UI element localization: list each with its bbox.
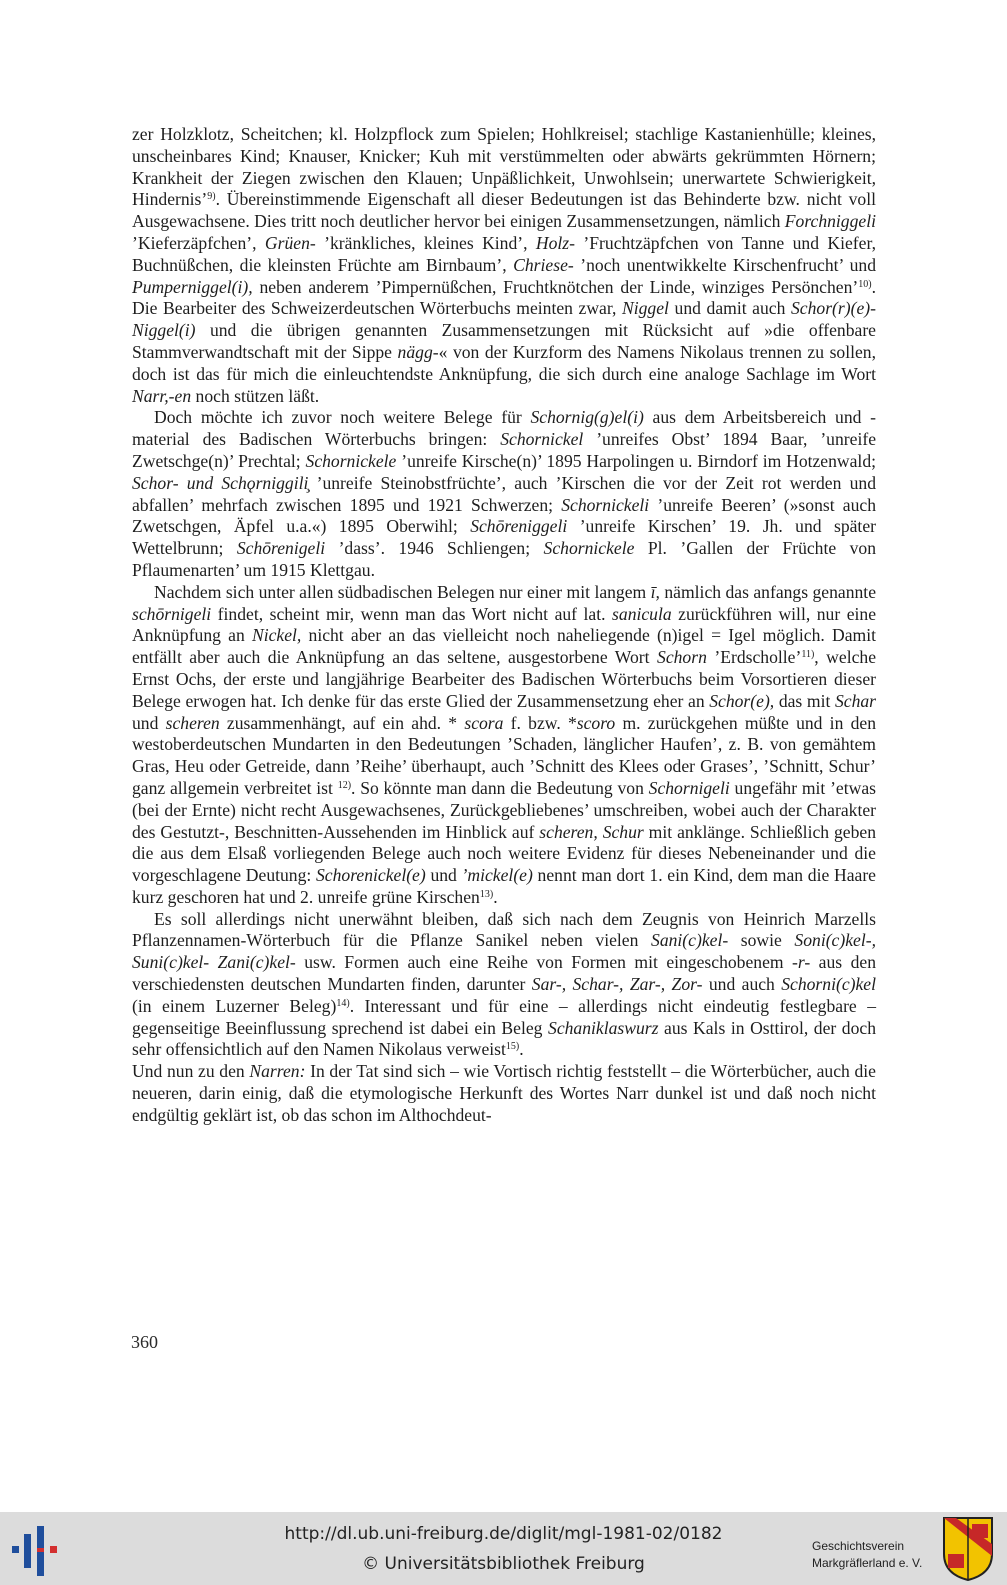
text-run: ’unreife Beeren’ (»sonst auch Zwetschgen, Äpfel u.a.«) 1895 Oberwihl; <box>132 494 877 537</box>
text-run: ’unreife Kirsche(n)’ 1895 Harpolingen u. Birndorf im Hotzenwald; <box>396 450 877 471</box>
text-run: . <box>519 1039 524 1060</box>
footnote-ref: 13) <box>479 888 494 900</box>
text-run: , welche Ernst Ochs, der erste und langjährige Bearbeiter des Badischen Wörterbuchs beim Vorsortieren dieser Belege erwogen hat. Ich denke für das erste Glied der Zusammensetzung eher an <box>132 647 876 711</box>
text-run: ’kränkliches, kleines Kind’, <box>315 232 536 253</box>
page-body <box>132 124 876 1127</box>
italic-term: Schor(e), <box>709 690 775 711</box>
italic-term: Schornickel <box>500 429 584 450</box>
society-name <box>812 1538 940 1572</box>
text-run: noch stützen läßt. <box>191 385 320 406</box>
text-run: « von der Kurzform des Namens Nikolaus trennen zu sollen, doch ist das für mich die einleuchtendste Anknüpfung, die sich durch eine analoge Sachlage im Wort <box>132 341 877 384</box>
italic-term: Pumperniggel(i), <box>132 276 253 297</box>
italic-term: Holz- <box>535 232 576 253</box>
text-run: f. bzw. * <box>503 712 577 733</box>
text-run: Pl. ’Gallen der Früchte von Pflaumenarten’ um 1915 Klettgau. <box>132 538 877 580</box>
italic-term: Nickel, <box>251 625 302 646</box>
text-run: . <box>493 886 498 907</box>
italic-term: ī, <box>650 581 660 602</box>
italic-term: nägg- <box>397 341 439 362</box>
italic-term: Schaniklaswurz <box>548 1017 659 1038</box>
text-run: und damit auch <box>668 298 791 319</box>
text-run: ungefähr mit ’etwas (bei der Ernte) nicht recht Ausgewachsenes, Zurückgebliebenes’ umschreiben, wobei auch der Charakter des Gestutzt-, Beschnitten-Aussehenden im Hinblick auf <box>132 777 876 842</box>
text-run: . Übereinstimmende Eigenschaft all dieser Bedeutungen ist das Behinderte bzw. nicht voll Ausgewachsene. Dies tritt noch deutlicher hervor bei einigen Zusammensetzungen, nämlich <box>132 189 876 232</box>
italic-term: Schornickeli <box>561 494 650 515</box>
italic-term: Schōrenigeli <box>236 538 326 559</box>
markgraeflerland-crest-icon <box>942 1516 994 1582</box>
text-run: nennt man dort 1. ein Kind, dem man die Haare kurz geschoren hat und 2. unreife grüne Kirschen <box>132 865 876 907</box>
text-run: sowie <box>728 930 795 951</box>
text-run: aus den verschiedensten deutschen Mundarten finden, darunter <box>132 952 876 995</box>
text-run: ’Erdscholle’ <box>706 647 802 668</box>
text-run: ’dass’. 1946 Schliengen; <box>325 538 544 559</box>
italic-term: Narr,-en <box>132 385 192 406</box>
text-run: ’unreife Kirschen’ 19. Jh. und später Wettelbrunn; <box>132 516 876 559</box>
italic-term: Schorenickel(e) <box>316 865 426 886</box>
footnote-ref: 9) <box>207 191 216 203</box>
society-name-line-2: Markgräflerland e. V. <box>812 1556 923 1570</box>
italic-term: Schorn <box>657 647 707 668</box>
text-run: zusammenhängt, auf ein ahd. * <box>219 712 465 733</box>
italic-term: Schornickele <box>305 450 397 471</box>
paragraph-4 <box>132 909 876 1062</box>
text-run: Nachdem sich unter allen südbadischen Belegen nur einer mit langem <box>154 581 651 602</box>
permalink-url[interactable]: http://dl.ub.uni-freiburg.de/diglit/mgl-1981-02/0182 <box>284 1524 723 1544</box>
italic-term: Chriese- <box>513 254 574 275</box>
text-run: ’noch unentwikkelte Kirschenfrucht’ und <box>573 254 876 275</box>
italic-term: Schor- und Schǫrniggili̧ <box>132 472 309 493</box>
text-run: (in einem Luzerner Beleg) <box>132 995 337 1016</box>
italic-term: Schor(r)(e)-Niggel(i) <box>132 298 876 341</box>
text-run: ’Fruchtzäpfchen von Tanne und Kiefer, Buchnüßchen, die kleinsten Früchte am Birnbaum’, <box>132 232 877 275</box>
italic-term: sanicula <box>612 603 672 624</box>
italic-term: Soni(c)kel-, Suni(c)kel- Zani(c)kel- <box>132 930 876 973</box>
italic-term: Schornig(g)el(i) <box>530 407 644 428</box>
italic-term: Schōreniggeli <box>470 516 568 537</box>
text-run: mit anklänge. Schließlich geben die aus dem Elsaß vorliegenden Belege auch noch weitere Evidenz für dieses Nebeneinander und die vorgeschlagene Deutung: <box>132 821 877 886</box>
italic-term: ’mickel(e) <box>461 865 533 886</box>
text-run: m. zurückgehen müßte und in den westoberdeutschen Mundarten in den Bedeutungen ’Schaden, länglicher Haufen’, z. B. von gemähtem Gras, Heu oder Getreide, dann ’Reihe’ überhaupt, auch ’Schnitt des Klees oder Grases’, ’Schnitt, Schur’ ganz allgemein verbreitet ist <box>132 712 876 798</box>
text-run: findet, scheint mir, wenn man das Wort nicht auf lat. <box>211 603 613 624</box>
text-run: und auch <box>702 974 782 995</box>
text-run: ’unreifes Obst’ 1894 Baar, ’unreife Zwetschge(n)’ Prechtal; <box>132 429 877 471</box>
text-run: Und nun zu den <box>132 1061 250 1082</box>
italic-term: Sani(c)kel- <box>651 930 729 951</box>
italic-term: Grüen- <box>264 232 316 253</box>
italic-term: scora <box>464 712 504 733</box>
paragraph-1 <box>132 124 876 407</box>
text-run: das mit <box>774 690 835 711</box>
italic-term: scheren, Schur <box>539 821 644 842</box>
text-run: nämlich das anfangs genannte <box>659 581 877 602</box>
footnote-ref: 12) <box>337 779 352 791</box>
italic-term: Narren: <box>249 1061 306 1082</box>
paragraph-2 <box>132 407 876 581</box>
italic-term: Schornigeli <box>648 777 730 798</box>
text-run: ’unreife Steinobstfrüchte’, auch ’Kirschen die vor der Zeit rot werden und abfallen’ mehrfach zwischen 1895 und 1921 Schwerzen; <box>132 472 877 515</box>
italic-term: Niggel <box>622 298 669 319</box>
page-number: 360 <box>131 1332 158 1352</box>
italic-term: Sar-, Schar-, Zar-, Zor- <box>531 974 703 995</box>
society-name-line-1: Geschichtsverein <box>812 1539 905 1553</box>
text-run: zer Holzklotz, Scheitchen; kl. Holzpflock zum Spielen; Hohlkreisel; stachlige Kastanienhülle; kleines, unscheinbares Kind; Knauser, Knicker; Kuh mit verstümmelten oder abwärts gekrümmten Hörnern; Krankheit der Ziegen zwischen den Klauen; Unpäßlichkeit, Unwohlsein; unerwartete Schwierigkeit, Hindernis’ <box>132 124 876 210</box>
footnote-ref: 10) <box>858 278 872 290</box>
text-run: aus Kals in Osttirol, der doch sehr offensichtlich auf den Namen Nikolaus verweist <box>132 1017 876 1060</box>
italic-term: Schornickele <box>543 538 635 559</box>
text-run: . Die Bearbeiter des Schweizerdeutschen Wörterbuchs meinten zwar, <box>132 276 876 319</box>
text-run: zurückführen will, nur eine Anknüpfung an <box>132 603 877 646</box>
italic-term: Schar <box>834 690 877 711</box>
text-run: In der Tat sind sich – wie Vortisch richtig feststellt – die Wörterbücher, auch die neueren, darin einig, daß die etymologische Herkunft des Wortes Narr dunkel ist und daß noch nicht endgültig geklärt ist, ob das schon im Althochdeut- <box>132 1061 876 1125</box>
text-run: neben anderem ’Pimpernüßchen, Fruchtknötchen der Linde, winziges Persönchen’ <box>252 276 859 297</box>
text-run: usw. Formen auch eine Reihe von Formen mit eingeschobenem <box>295 952 793 973</box>
footnote-ref: 15) <box>505 1041 520 1053</box>
text-run: . So könnte man dann die Bedeutung von <box>351 777 649 798</box>
italic-term: schōrnigeli <box>132 603 212 624</box>
italic-term: scheren <box>165 712 220 733</box>
footer-bar <box>0 1512 1007 1585</box>
text-run: und <box>425 865 462 886</box>
footnote-ref: 14) <box>336 997 350 1009</box>
text-run: nicht aber an das vielleicht noch naheliegende (n)igel = Igel möglich. Damit entfällt aber auch die Anknüpfung an das seltene, ausgestorbene Wort <box>132 625 877 668</box>
text-run: und die übrigen genannten Zusammensetzungen mit Rücksicht auf »die offenbare Stammverwandtschaft mit der Sippe <box>132 320 876 362</box>
text-run: ’Kieferzäpfchen’, <box>132 232 265 253</box>
copyright-notice: © Universitätsbibliothek Freiburg <box>362 1554 645 1574</box>
text-run: Es soll allerdings nicht unerwähnt bleiben, daß sich nach dem Zeugnis von Heinrich Marzells Pflanzennamen-Wörterbuch für die Pflanze Sanikel neben vielen <box>132 908 876 951</box>
paragraph-3 <box>132 582 876 909</box>
italic-term: Schorni(c)kel <box>781 974 876 995</box>
text-run: . Interessant und für eine – allerdings nicht eindeutig festlegbare – gegenseitige Beeinflussung sprechend ist dabei ein Beleg <box>132 995 877 1038</box>
text-run: und <box>132 712 166 733</box>
paragraph-5 <box>132 1061 876 1126</box>
text-run: Doch möchte ich zuvor noch weitere Belege für <box>154 407 531 428</box>
italic-term: -r- <box>792 952 811 973</box>
text-run: aus dem Arbeitsbereich und -material des Badischen Wörterbuchs bringen: <box>132 407 876 450</box>
italic-term: scoro <box>576 712 616 733</box>
italic-term: Forchniggeli <box>784 211 876 232</box>
footnote-ref: 11) <box>801 649 815 661</box>
